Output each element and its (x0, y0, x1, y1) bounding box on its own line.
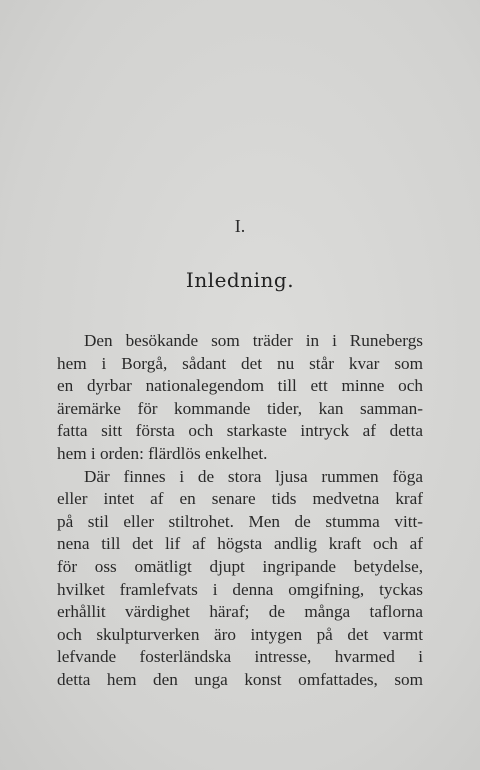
text-line: på stil eller stiltrohet. Men de stumma vitt- (57, 511, 423, 531)
chapter-number: I. (234, 216, 246, 236)
text-line: eller intet af en senare tids medvetna kraf (57, 489, 423, 509)
text-line: erhållit värdighet häraf; de många taflorna (57, 602, 423, 622)
text-line: och skulpturverken äro intygen på det varmt (57, 624, 423, 644)
body-text (57, 330, 423, 692)
text-line: lefvande fosterländska intresse, hvarmed i (57, 647, 423, 667)
text-line: nena till det lif af högsta andlig kraft och af (57, 534, 423, 554)
text-line: hem i Borgå, sådant det nu står kvar som (57, 353, 423, 373)
text-line: Där finnes i de stora ljusa rummen föga (84, 466, 423, 486)
text-line: detta hem den unga konst omfattades, som (57, 669, 423, 689)
text-line: äremärke för kommande tider, kan samman- (57, 398, 423, 418)
text-line: hvilket framlefvats i denna omgifning, tyckas (57, 579, 423, 599)
text-line: hem i orden: flärdlös enkelhet. (57, 443, 268, 463)
text-line: för oss omätligt djupt ingripande betydelse, (57, 556, 423, 576)
text-line: fatta sitt första och starkaste intryck af detta (57, 421, 423, 441)
text-line: Den besökande som träder in i Runebergs (84, 331, 423, 350)
text-line: en dyrbar nationalegendom till ett minne och (57, 376, 423, 396)
chapter-title: Inledning. (185, 268, 295, 292)
